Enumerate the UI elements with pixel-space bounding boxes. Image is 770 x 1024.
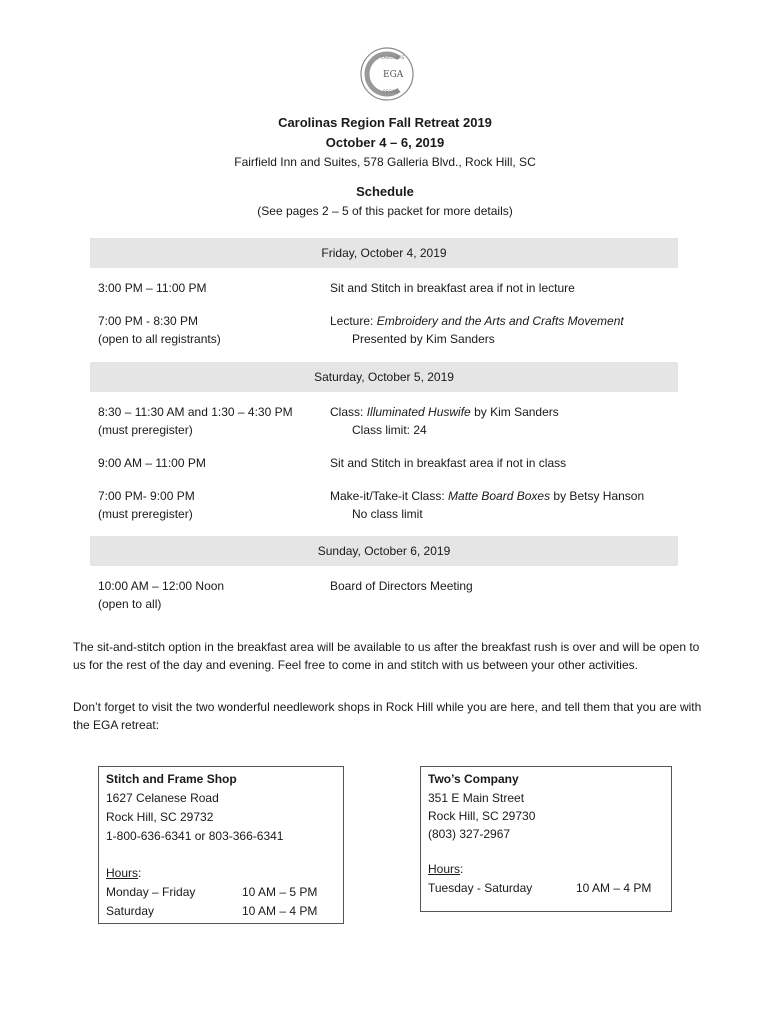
shop2-hours-label: Hours: [428, 862, 461, 876]
class-suffix: by Kim Sanders: [470, 405, 559, 419]
shop2-address1: 351 E Main Street: [428, 791, 525, 805]
saturday-event1-time: 8:30 – 11:30 AM and 1:30 – 4:30 PM: [98, 405, 293, 419]
class-prefix: Class:: [330, 405, 367, 419]
friday-event2-time: 7:00 PM - 8:30 PM: [98, 314, 199, 328]
schedule-heading: Schedule: [356, 184, 414, 199]
shop2-hours-row1-time: 10 AM – 4 PM: [576, 881, 652, 895]
saturday-event2-time: 9:00 AM – 11:00 PM: [98, 456, 206, 470]
shop1-phone: 1-800-636-6341 or 803-366-6341: [106, 829, 284, 843]
make-it-suffix: by Betsy Hanson: [550, 489, 645, 503]
friday-event1-desc: Sit and Stitch in breakfast area if not in lecture: [330, 281, 575, 295]
shop2-hours-heading: [428, 860, 463, 879]
shop2-name: Two’s Company: [428, 772, 519, 786]
shop1-address2: Rock Hill, SC 29732: [106, 810, 214, 824]
schedule-note: (See pages 2 – 5 of this packet for more details): [257, 204, 513, 218]
saturday-event3-desc: [330, 487, 644, 505]
day-bar-saturday: Saturday, October 5, 2019: [90, 362, 678, 392]
class-title: Illuminated Huswife: [366, 405, 471, 419]
shop1-address1: 1627 Celanese Road: [106, 791, 219, 805]
retreat-title: Carolinas Region Fall Retreat 2019: [278, 115, 492, 130]
friday-event2-presenter: Presented by Kim Sanders: [352, 332, 495, 346]
shop1-hours-row2-days: Saturday: [106, 904, 155, 918]
saturday-event3-time: 7:00 PM- 9:00 PM: [98, 489, 195, 503]
logo-text-top: CAROLINAS: [381, 55, 405, 60]
day-bar-friday: Friday, October 4, 2019: [90, 238, 678, 268]
saturday-event1-limit: Class limit: 24: [352, 423, 427, 437]
shop1-name: Stitch and Frame Shop: [106, 772, 237, 786]
shop2-hours-row1-days: Tuesday - Saturday: [428, 881, 533, 895]
friday-event2-note: (open to all registrants): [98, 332, 221, 346]
sunday-event1-time: 10:00 AM – 12:00 Noon: [98, 579, 225, 593]
saturday-event2-desc: Sit and Stitch in breakfast area if not in class: [330, 456, 567, 470]
make-it-prefix: Make-it/Take-it Class:: [330, 489, 449, 503]
retreat-location: Fairfield Inn and Suites, 578 Galleria Blvd., Rock Hill, SC: [234, 155, 536, 169]
needlework-shops-paragraph: Don’t forget to visit the two wonderful needlework shops in Rock Hill while you are here, and tell them that you are with the EGA retreat:: [73, 700, 702, 732]
ega-logo: [359, 46, 415, 102]
shop1-hours-row2-time: 10 AM – 4 PM: [242, 904, 318, 918]
shop1-hours-row1-time: 10 AM – 5 PM: [242, 885, 318, 899]
logo-text-bottom: REGION: [383, 89, 399, 94]
sunday-event1-desc: Board of Directors Meeting: [330, 579, 473, 593]
make-it-title: Matte Board Boxes: [448, 489, 551, 503]
sit-and-stitch-paragraph: The sit-and-stitch option in the breakfast area will be available to us after the breakfast rush is over and will be open to us for the rest of the day and evening. Feel free to come in and stitch with us between your other activities.: [73, 640, 700, 672]
shop2-hours-colon: :: [460, 862, 464, 876]
shop1-hours-row1-days: Monday – Friday: [106, 885, 196, 899]
saturday-event3-limit: No class limit: [352, 507, 423, 521]
shop1-hours-colon: :: [138, 866, 142, 880]
saturday-event1-desc: [330, 403, 559, 421]
logo-text-mid: EGA: [383, 70, 404, 80]
friday-event1-time: 3:00 PM – 11:00 PM: [98, 281, 207, 295]
sunday-event1-note: (open to all): [98, 597, 162, 611]
lecture-title: Embroidery and the Arts and Crafts Movement: [376, 314, 624, 328]
shop2-address2: Rock Hill, SC 29730: [428, 809, 536, 823]
retreat-dates: October 4 – 6, 2019: [325, 135, 445, 150]
shop1-hours-heading: [106, 864, 141, 883]
day-bar-sunday: Sunday, October 6, 2019: [90, 536, 678, 566]
shop2-phone: (803) 327-2967: [428, 827, 511, 841]
lecture-prefix: Lecture:: [330, 314, 377, 328]
friday-event2-desc: [330, 312, 624, 330]
saturday-event3-note: (must preregister): [98, 507, 193, 521]
saturday-event1-note: (must preregister): [98, 423, 193, 437]
shop1-hours-label: Hours: [106, 866, 139, 880]
